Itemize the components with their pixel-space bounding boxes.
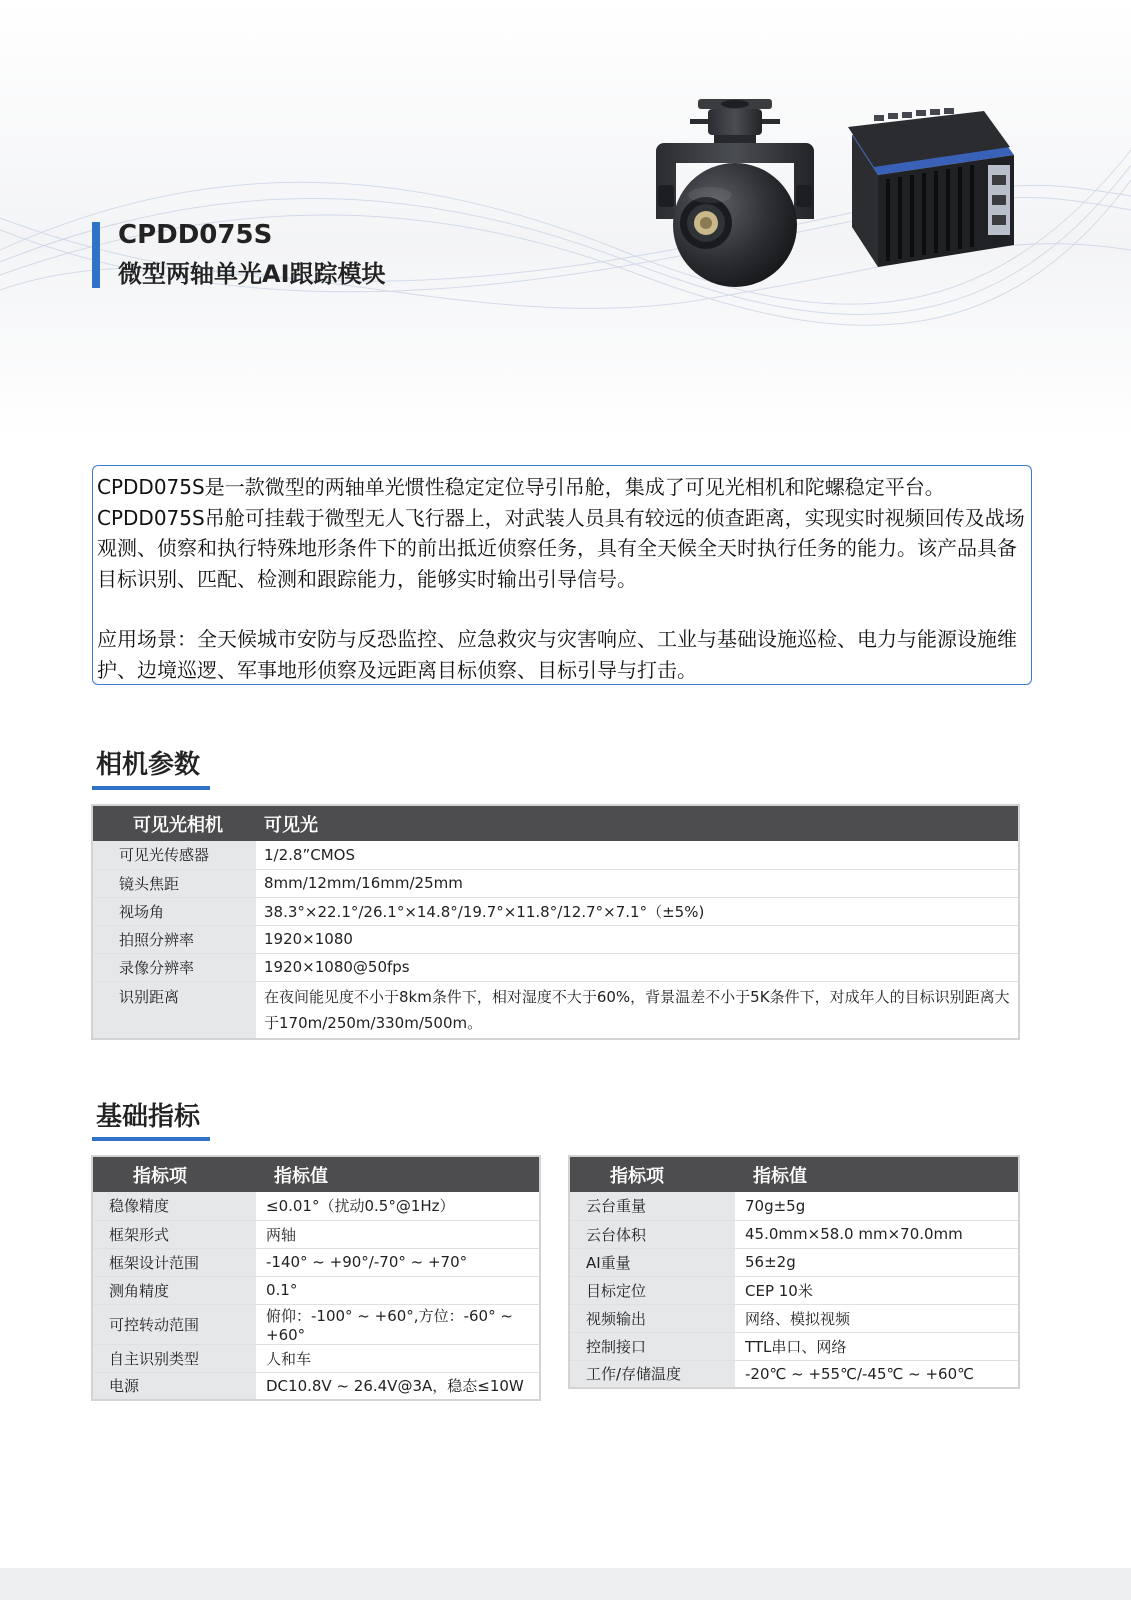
spec-name: 可控转动范围: [92, 1304, 256, 1344]
table-row: [569, 1276, 1019, 1304]
table-row: [92, 841, 1019, 869]
table-row: [92, 1304, 540, 1344]
spec-name: 目标定位: [569, 1276, 735, 1304]
table-row: [92, 1248, 540, 1276]
spec-name: 框架设计范围: [92, 1248, 256, 1276]
camera-params-table: [91, 804, 1020, 1040]
table-row: [92, 897, 1019, 925]
spec-name: 工作/存储温度: [569, 1360, 735, 1388]
table-row: [92, 981, 1019, 1039]
param-value: 在夜间能见度不小于8km条件下，相对湿度不大于60%，背景温差不小于5K条件下，对成年人的目标识别距离大于170m/250m/330m/500m。: [264, 987, 1010, 1032]
spec-value: 0.1°: [256, 1276, 540, 1304]
table-row: [92, 1220, 540, 1248]
spec-value: 俯仰：-100° ~ +60°,方位：-60° ~ +60°: [256, 1304, 540, 1344]
basic-specs-right-table: [568, 1155, 1020, 1389]
footer-band: [0, 1568, 1131, 1600]
table-row: [92, 869, 1019, 897]
table-row: [569, 1192, 1019, 1220]
table-row: [569, 1304, 1019, 1332]
table-header-row: [569, 1156, 1019, 1192]
spec-value: 56±2g: [735, 1248, 1019, 1276]
table-row: [569, 1248, 1019, 1276]
table-row: [92, 1372, 540, 1400]
spec-value: 45.0mm×58.0 mm×70.0mm: [735, 1220, 1019, 1248]
camera-section-underline: [92, 786, 210, 790]
param-value: 38.3°×22.1°/26.1°×14.8°/19.7°×11.8°/12.7°×7.1°（±5%): [256, 897, 1019, 925]
spec-name: 自主识别类型: [92, 1344, 256, 1372]
table-header-cell: 可见光: [256, 805, 1019, 841]
description-box: [92, 465, 1032, 685]
product-subtitle: 微型两轴单光AI跟踪模块: [118, 260, 386, 288]
table-row: [92, 1344, 540, 1372]
table-header-cell: 指标项: [569, 1156, 735, 1192]
basic-section-title: 基础指标: [96, 1102, 201, 1132]
table-header-cell: 可见光相机: [92, 805, 256, 841]
table-row: [92, 1276, 540, 1304]
spec-name: 稳像精度: [92, 1192, 256, 1220]
gimbal-camera-photo: [650, 95, 820, 295]
title-accent-bar: [92, 222, 100, 288]
table-row: [92, 1192, 540, 1220]
table-row: [569, 1332, 1019, 1360]
spec-value: TTL串口、网络: [735, 1332, 1019, 1360]
spec-value: ≤0.01°（扰动0.5°@1Hz）: [256, 1192, 540, 1220]
table-row: [92, 925, 1019, 953]
spec-name: 云台重量: [569, 1192, 735, 1220]
product-description: CPDD075S是一款微型的两轴单光惯性稳定定位导引吊舱，集成了可见光相机和陀螺稳定平台。CPDD075S吊舱可挂载于微型无人飞行器上，对武装人员具有较远的侦查距离，实现实时视频回传及战场观测、侦察和执行特殊地形条件下的前出抵近侦察任务，具有全天候全天时执行任务的能力。该产品具备目标识别、匹配、检测和跟踪能力，能够实时输出引导信号。: [97, 475, 1025, 591]
spec-name: 电源: [92, 1372, 256, 1400]
spec-name: 测角精度: [92, 1276, 256, 1304]
spec-value: 70g±5g: [735, 1192, 1019, 1220]
spec-value: DC10.8V ~ 26.4V@3A，稳态≤10W: [266, 1377, 524, 1396]
table-row: [569, 1220, 1019, 1248]
table-header-row: [92, 1156, 540, 1192]
spec-value: 网络、模拟视频: [735, 1304, 1019, 1332]
param-name: 识别距离: [92, 981, 256, 1039]
spec-value: 人和车: [256, 1344, 540, 1372]
spec-name: AI重量: [569, 1248, 735, 1276]
param-name: 拍照分辨率: [92, 925, 256, 953]
product-model: CPDD075S: [118, 220, 273, 250]
param-value: 8mm/12mm/16mm/25mm: [256, 869, 1019, 897]
spec-name: 控制接口: [569, 1332, 735, 1360]
table-header-row: [92, 805, 1019, 841]
param-name: 可见光传感器: [92, 841, 256, 869]
spec-name: 框架形式: [92, 1220, 256, 1248]
table-row: [569, 1360, 1019, 1388]
table-header-cell: 指标值: [735, 1156, 1019, 1192]
spec-name: 视频输出: [569, 1304, 735, 1332]
param-name: 视场角: [92, 897, 256, 925]
table-row: [92, 953, 1019, 981]
param-value: 1920×1080: [256, 925, 1019, 953]
basic-section-underline: [92, 1137, 210, 1141]
application-scenarios: 应用场景：全天候城市安防与反恐监控、应急救灾与灾害响应、工业与基础设施巡检、电力与能源设施维护、边境巡逻、军事地形侦察及远距离目标侦察、目标引导与打击。: [97, 627, 1017, 682]
spec-value: CEP 10米: [735, 1276, 1019, 1304]
spec-name: 云台体积: [569, 1220, 735, 1248]
basic-specs-left-table: [91, 1155, 541, 1401]
param-name: 录像分辨率: [92, 953, 256, 981]
param-name: 镜头焦距: [92, 869, 256, 897]
param-value: 1920×1080@50fps: [256, 953, 1019, 981]
table-header-cell: 指标值: [256, 1156, 540, 1192]
camera-section-title: 相机参数: [96, 750, 201, 780]
spec-value: -140° ~ +90°/-70° ~ +70°: [256, 1248, 540, 1276]
param-value: 1/2.8”CMOS: [256, 841, 1019, 869]
spec-value: 两轴: [256, 1220, 540, 1248]
ai-tracking-board-photo: [838, 105, 1018, 270]
spec-value: -20℃ ~ +55℃/-45℃ ~ +60℃: [745, 1364, 974, 1383]
table-header-cell: 指标项: [92, 1156, 256, 1192]
